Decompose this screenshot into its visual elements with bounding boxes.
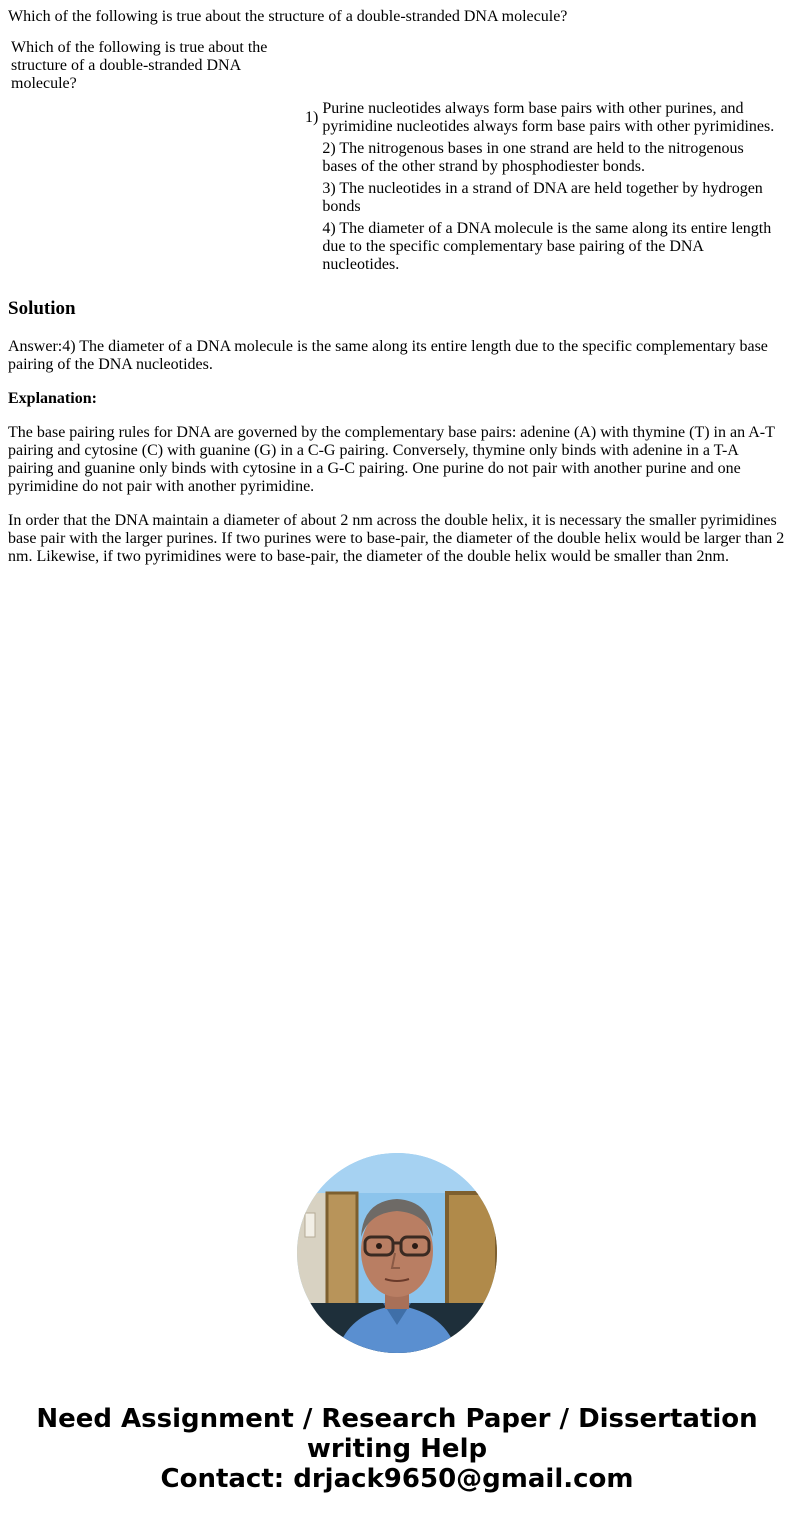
question-title: Which of the following is true about the structure of a double-stranded DNA molecule? [8, 8, 568, 25]
question-table [8, 36, 786, 280]
option-spacer [304, 179, 319, 217]
promo-line-2: writing Help [306, 1434, 488, 1464]
options-cell [301, 96, 784, 278]
option-spacer [304, 139, 319, 177]
explanation-paragraph-1: The base pairing rules for DNA are governed by the complementary base pairs: adenine (A) with thymine (T) in an A-T pairing and cytosine (C) with guanine (G) in a C-G pairing. Conversely, thymine only binds with adenine in a T-A pairing and guanine only binds with cytosine in a G-C pairing. One purine do not pair with another purine and one pyrimidine do not pair with another pyrimidine. [8, 424, 775, 495]
promo-line-1: Need Assignment / Research Paper / Dissertation [36, 1404, 758, 1434]
explanation-paragraph-2: In order that the DNA maintain a diameter of about 2 nm across the double helix, it is necessary the smaller pyrimidines base pair with the larger purines. If two purines were to base-pair, the diameter of the double helix would be larger than 2 nm. Likewise, if two pyrimidines were to base-pair, the diameter of the double helix would be smaller than 2nm. [8, 512, 785, 565]
option-2: 2) The nitrogenous bases in one strand are held to the nitrogenous bases of the other strand by phosphodiester bonds. [322, 140, 744, 175]
avatar [297, 1153, 497, 1353]
page-content [0, 0, 794, 590]
promo-contact: Contact: drjack9650@gmail.com [160, 1464, 634, 1494]
avatar-photo [297, 1153, 497, 1353]
promo-banner [0, 1404, 794, 1494]
answer-text: Answer:4) The diameter of a DNA molecule is the same along its entire length due to the specific complementary base pairing of the DNA nucleotides. [8, 338, 768, 373]
question-prompt: Which of the following is true about the structure of a double-stranded DNA molecule? [11, 39, 268, 92]
option-spacer [304, 219, 319, 275]
solution-heading: Solution [8, 298, 76, 319]
empty-cell [10, 96, 299, 278]
options-table [302, 97, 783, 277]
question-spacer [301, 38, 784, 94]
explanation-label: Explanation: [8, 390, 97, 407]
option-number: 1) [305, 109, 319, 126]
option-1: Purine nucleotides always form base pairs with other purines, and pyrimidine nucleotides always form base pairs with other pyrimidines. [322, 100, 775, 135]
option-3: 3) The nucleotides in a strand of DNA are held together by hydrogen bonds [322, 180, 763, 215]
option-4: 4) The diameter of a DNA molecule is the same along its entire length due to the specific complementary base pairing of the DNA nucleotides. [322, 220, 772, 273]
